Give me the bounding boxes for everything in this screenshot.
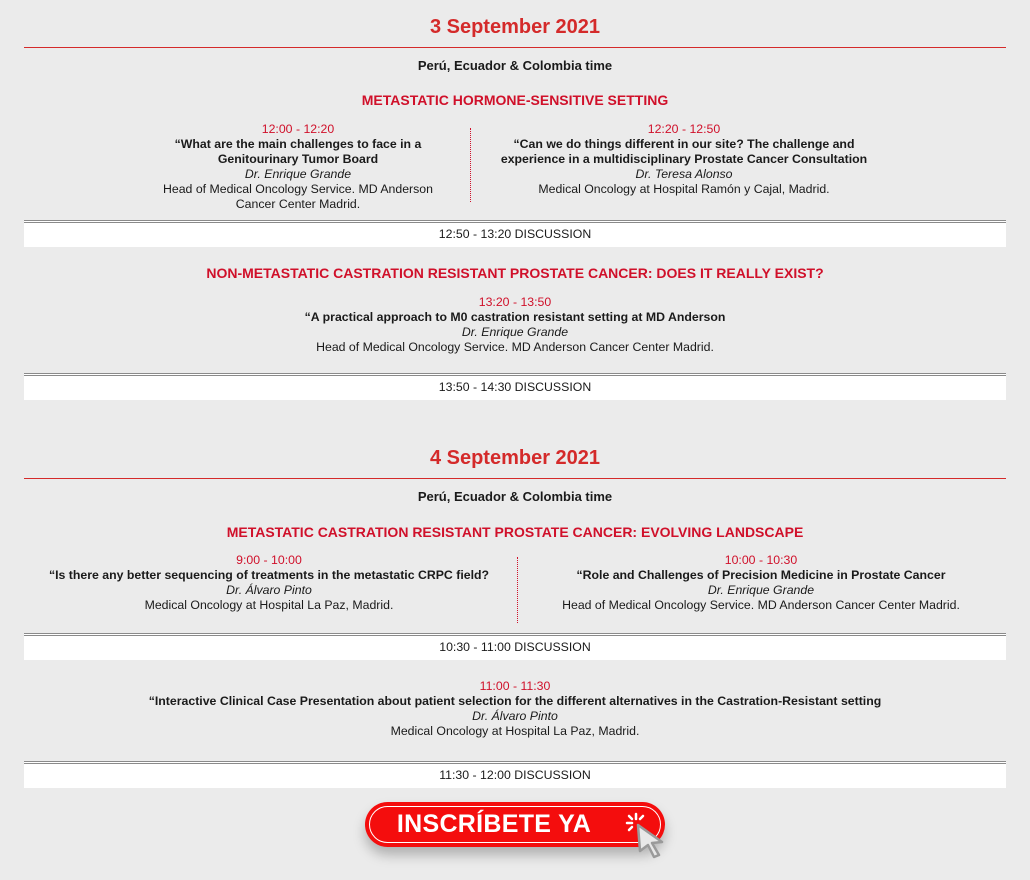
discussion-bar: 11:30 - 12:00 DISCUSSION bbox=[24, 761, 1006, 788]
talk-speaker: Dr. Enrique Grande bbox=[244, 167, 352, 181]
talk-title: “Interactive Clinical Case Presentation about patient selection for the different alternatives in the Castration-Resistant setting bbox=[148, 694, 882, 708]
talk-time: 10:00 - 10:30 bbox=[724, 553, 798, 567]
talk-speaker: Dr. Enrique Grande bbox=[707, 583, 815, 597]
talk-affiliation: Medical Oncology at Hospital La Paz, Madrid. bbox=[144, 598, 394, 612]
timezone: Perú, Ecuador & Colombia time bbox=[417, 58, 613, 73]
talk-affiliation: Medical Oncology at Hospital La Paz, Madrid. bbox=[390, 724, 640, 738]
divider bbox=[24, 478, 1006, 479]
cursor-click-icon bbox=[622, 810, 674, 860]
section-heading: METASTATIC HORMONE-SENSITIVE SETTING bbox=[361, 92, 669, 108]
talk-title: “Role and Challenges of Precision Medicine in Prostate Cancer bbox=[576, 568, 946, 582]
section-heading: NON-METASTATIC CASTRATION RESISTANT PROSTATE CANCER: DOES IT REALLY EXIST? bbox=[206, 265, 824, 281]
talk-time: 9:00 - 10:00 bbox=[236, 553, 302, 567]
talk-affiliation: Head of Medical Oncology Service. MD Anderson Cancer Center Madrid. bbox=[562, 598, 960, 612]
talk bbox=[0, 295, 1030, 355]
talk-affiliation: Medical Oncology at Hospital Ramón y Cajal, Madrid. bbox=[538, 182, 830, 196]
timezone: Perú, Ecuador & Colombia time bbox=[417, 489, 613, 504]
register-button-label: INSCRÍBETE YA bbox=[396, 810, 592, 838]
talk bbox=[0, 679, 1030, 739]
talk-affiliation: Cancer Center Madrid. bbox=[235, 197, 361, 211]
talk bbox=[474, 122, 894, 197]
column-divider bbox=[470, 128, 471, 202]
talk-speaker: Dr. Álvaro Pinto bbox=[472, 709, 558, 723]
talk-affiliation: Head of Medical Oncology Service. MD Anderson Cancer Center Madrid. bbox=[316, 340, 714, 354]
discussion-bar: 12:50 - 13:20 DISCUSSION bbox=[24, 220, 1006, 247]
discussion-bar: 13:50 - 14:30 DISCUSSION bbox=[24, 373, 1006, 400]
column-divider bbox=[517, 557, 518, 623]
talk-title: Genitourinary Tumor Board bbox=[217, 152, 379, 166]
talk bbox=[520, 553, 1002, 613]
register-button[interactable] bbox=[365, 802, 665, 847]
talk-speaker: Dr. Teresa Alonso bbox=[635, 167, 733, 181]
talk-title: “Is there any better sequencing of treatments in the metastatic CRPC field? bbox=[48, 568, 490, 582]
talk-time: 12:20 - 12:50 bbox=[647, 122, 721, 136]
talk bbox=[130, 122, 466, 212]
day-date: 3 September 2021 bbox=[429, 16, 601, 38]
divider bbox=[24, 47, 1006, 48]
talk-time: 12:00 - 12:20 bbox=[261, 122, 335, 136]
talk-title: “What are the main challenges to face in a bbox=[174, 137, 422, 151]
talk-speaker: Dr. Álvaro Pinto bbox=[226, 583, 312, 597]
discussion-bar: 10:30 - 11:00 DISCUSSION bbox=[24, 633, 1006, 660]
button-border bbox=[369, 806, 661, 843]
talk-time: 11:00 - 11:30 bbox=[479, 679, 551, 693]
section-heading: METASTATIC CASTRATION RESISTANT PROSTATE CANCER: EVOLVING LANDSCAPE bbox=[226, 524, 804, 540]
talk-title: “A practical approach to M0 castration resistant setting at MD Anderson bbox=[304, 310, 726, 324]
talk-affiliation: Head of Medical Oncology Service. MD Anderson bbox=[163, 182, 433, 196]
talk-time: 13:20 - 13:50 bbox=[478, 295, 552, 309]
talk-title: “Can we do things different in our site? The challenge and bbox=[513, 137, 855, 151]
talk bbox=[24, 553, 514, 613]
day-date: 4 September 2021 bbox=[429, 447, 601, 469]
talk-title: experience in a multidisciplinary Prostate Cancer Consultation bbox=[500, 152, 868, 166]
talk-speaker: Dr. Enrique Grande bbox=[461, 325, 569, 339]
